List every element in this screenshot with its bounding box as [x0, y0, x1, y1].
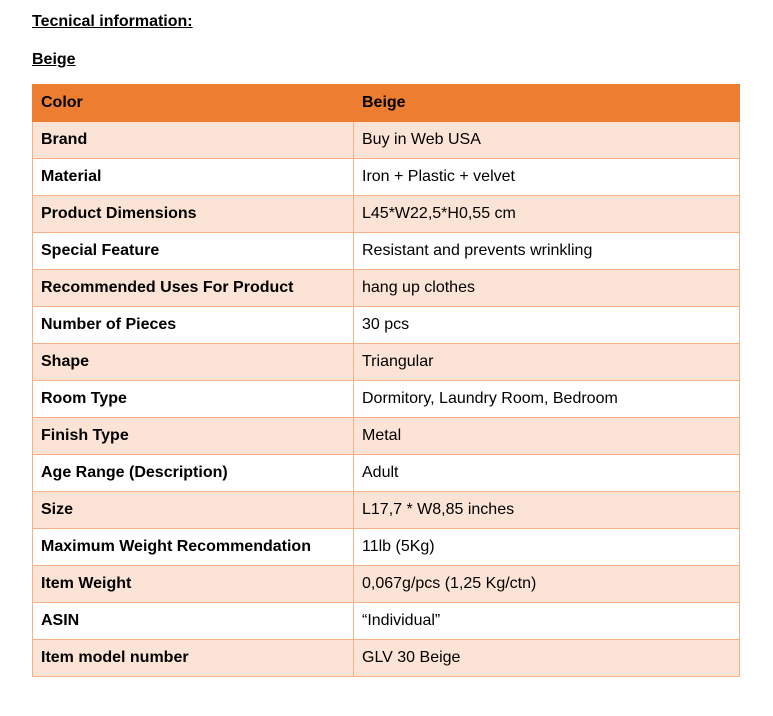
row-key-cell: Finish Type [33, 418, 354, 455]
technical-info-table [32, 84, 740, 677]
row-value-cell: Triangular [354, 344, 740, 381]
table-row [33, 455, 740, 492]
row-key-cell: Item model number [33, 640, 354, 677]
row-value-cell: 30 pcs [354, 307, 740, 344]
row-value-cell: hang up clothes [354, 270, 740, 307]
table-row [33, 270, 740, 307]
section-subtitle: Beige [32, 51, 76, 68]
row-key-cell: Item Weight [33, 566, 354, 603]
header-value-cell: Beige [354, 85, 740, 122]
table-row [33, 344, 740, 381]
table-header-row [33, 85, 740, 122]
row-key-cell: Size [33, 492, 354, 529]
row-key-cell: Shape [33, 344, 354, 381]
row-value-cell: L45*W22,5*H0,55 cm [354, 196, 740, 233]
row-key-cell: Material [33, 159, 354, 196]
row-value-cell: Buy in Web USA [354, 122, 740, 159]
table-row [33, 233, 740, 270]
table-row [33, 381, 740, 418]
table-row [33, 603, 740, 640]
table-row [33, 196, 740, 233]
table-row [33, 122, 740, 159]
document-title: Tecnical information: [32, 13, 193, 30]
row-value-cell: Dormitory, Laundry Room, Bedroom [354, 381, 740, 418]
row-value-cell: Metal [354, 418, 740, 455]
row-value-cell: L17,7 * W8,85 inches [354, 492, 740, 529]
row-key-cell: Room Type [33, 381, 354, 418]
table-row [33, 418, 740, 455]
table-row [33, 492, 740, 529]
row-value-cell: GLV 30 Beige [354, 640, 740, 677]
row-key-cell: Maximum Weight Recommendation [33, 529, 354, 566]
row-value-cell: Adult [354, 455, 740, 492]
table-row [33, 566, 740, 603]
row-key-cell: Number of Pieces [33, 307, 354, 344]
row-value-cell: 0,067g/pcs (1,25 Kg/ctn) [354, 566, 740, 603]
row-key-cell: ASIN [33, 603, 354, 640]
row-value-cell: Resistant and prevents wrinkling [354, 233, 740, 270]
table-row [33, 640, 740, 677]
row-key-cell: Brand [33, 122, 354, 159]
row-value-cell: 11lb (5Kg) [354, 529, 740, 566]
row-key-cell: Age Range (Description) [33, 455, 354, 492]
row-value-cell: “Individual” [354, 603, 740, 640]
table-row [33, 529, 740, 566]
header-key-cell: Color [33, 85, 354, 122]
table-row [33, 307, 740, 344]
row-key-cell: Product Dimensions [33, 196, 354, 233]
row-value-cell: Iron + Plastic + velvet [354, 159, 740, 196]
table-row [33, 159, 740, 196]
row-key-cell: Special Feature [33, 233, 354, 270]
row-key-cell: Recommended Uses For Product [33, 270, 354, 307]
